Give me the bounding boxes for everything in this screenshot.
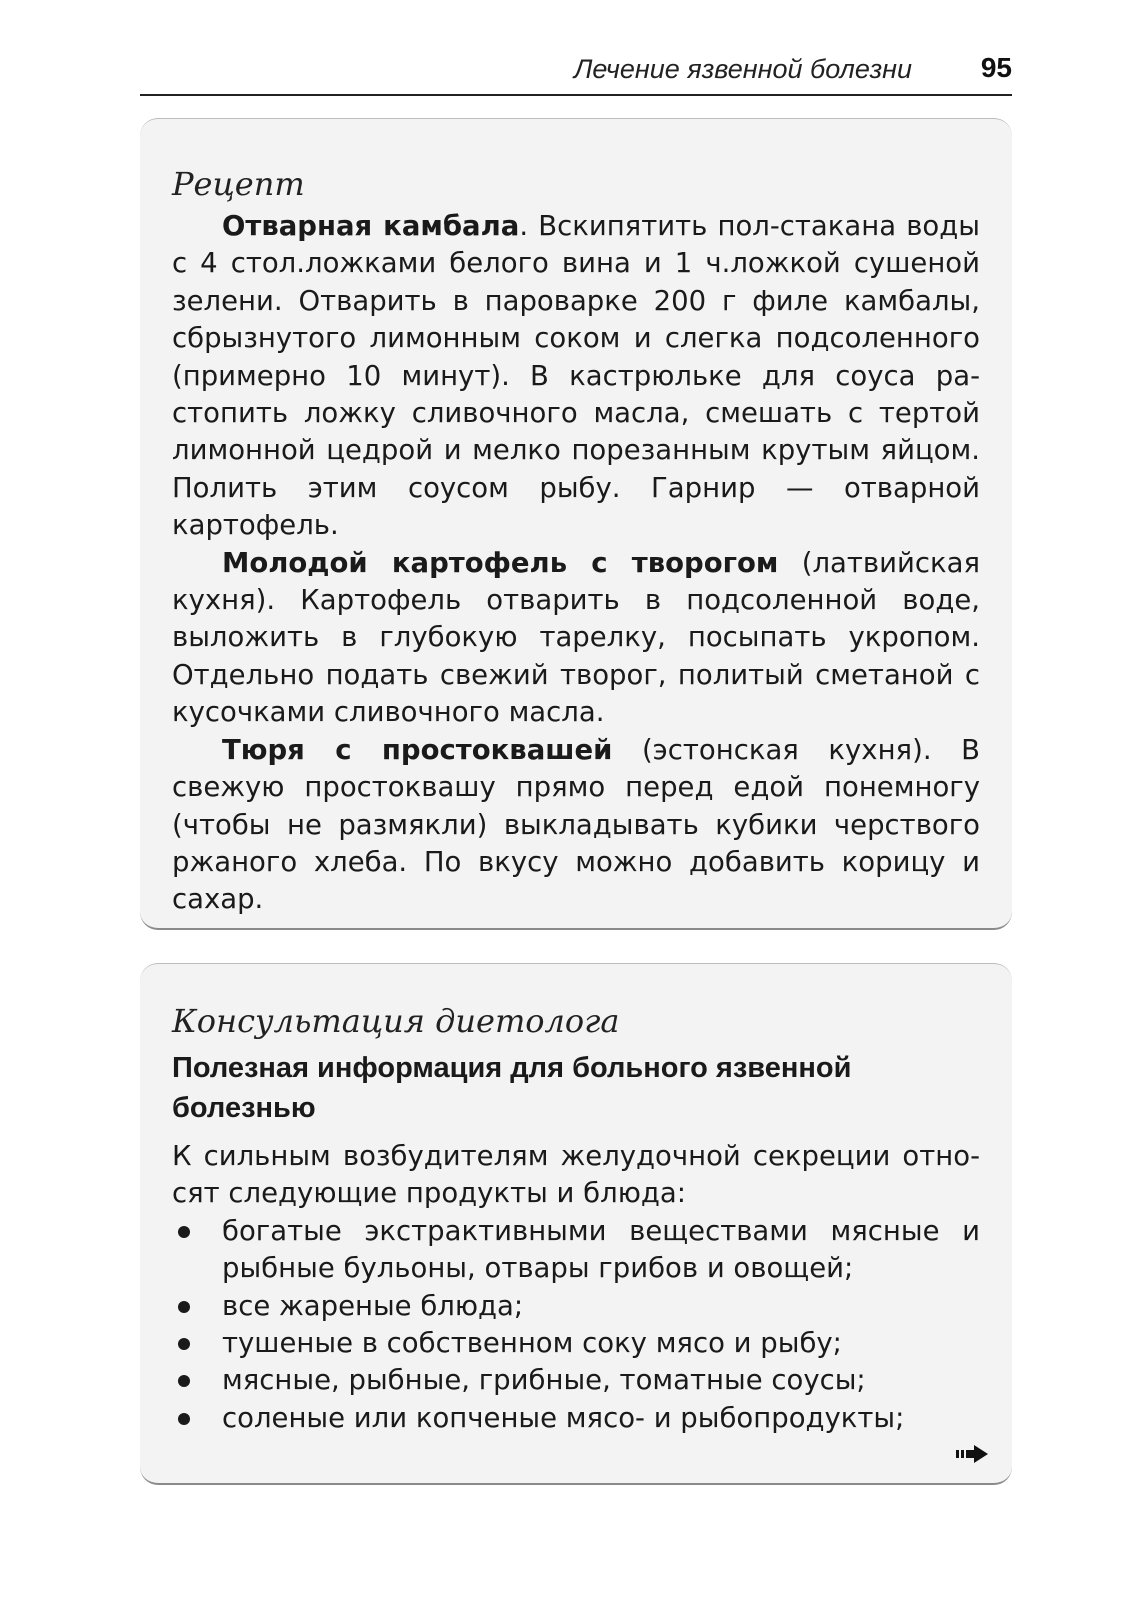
arrow-right-icon xyxy=(956,1445,988,1463)
list-item-text: все жареные блюда; xyxy=(222,1289,524,1322)
list-item xyxy=(172,1362,980,1399)
recipe-body: (латвийская кухня). Картофель отварить в подсоленной воде, выложить в глубокую тарелку, посыпать укропом. Отдельно подать свежий творог, политый сметаной с кусочками сливочного масла. xyxy=(172,546,980,729)
recipe-paragraph xyxy=(172,732,980,919)
list-item-text: соленые или копченые мясо- и рыбопродукты; xyxy=(222,1401,905,1434)
recipe-body: (эстонская кухня). В свежую простоквашу прямо перед едой понемногу (чтобы не размякли) выкладывать кубики черствого ржаного хлеба. По вкусу можно добавить корицу и сахар. xyxy=(172,733,980,916)
recipe-heading: Рецепт xyxy=(172,165,305,203)
bullet-list xyxy=(172,1213,980,1437)
page-number: 95 xyxy=(980,52,1012,83)
recipe-name: Тюря с простоквашей xyxy=(222,733,613,766)
list-item xyxy=(172,1400,980,1437)
list-item xyxy=(172,1288,980,1325)
running-header xyxy=(140,50,1012,96)
recipe-paragraph xyxy=(172,545,980,732)
consult-intro: К сильным возбудителям желудочной секреции относят следующие продукты и блюда: xyxy=(172,1140,980,1210)
list-item xyxy=(172,1213,980,1288)
bullet-icon xyxy=(178,1338,190,1350)
recipe-name: Отварная камбала xyxy=(222,210,520,242)
list-item xyxy=(172,1325,980,1362)
consult-heading: Консультация диетолога xyxy=(172,1002,620,1040)
header-title: Лечение язвенной болезни xyxy=(573,54,912,84)
recipe-paragraph xyxy=(172,208,980,545)
consult-subheading: Полезная информация для больного язвенной болезнью xyxy=(172,1052,852,1124)
consult-box xyxy=(140,963,1012,1485)
consult-text xyxy=(172,1138,980,1437)
list-item-text: тушеные в собственном соку мясо и рыбу; xyxy=(222,1327,842,1360)
recipe-body: . Вскипятить пол-стакана воды с 4 стол.ложками белого вина и 1 ч.ложкой сушеной зелени. Отварить в пароварке 200 г филе камбалы, сбрызнутого лимонным соком и слегка подсоленного (примерно 10 минут). В кастрюльке для соуса растопить ложку сливочного масла, смешать с тертой лимонной цедрой и мелко порезанным крутым яйцом. Полить этим соусом рыбу. Гарнир — отварной картофель. xyxy=(172,210,980,542)
bullet-icon xyxy=(178,1226,190,1238)
recipe-name: Молодой картофель с творогом xyxy=(222,546,779,579)
recipe-box xyxy=(140,118,1012,930)
bullet-icon xyxy=(178,1301,190,1313)
list-item-text: богатые экстрактивными веществами мясные и рыбные бульоны, отвары грибов и овощей; xyxy=(222,1214,980,1285)
list-item-text: мясные, рыбные, грибные, томатные соусы; xyxy=(222,1364,866,1397)
recipe-text xyxy=(172,208,980,919)
bullet-icon xyxy=(178,1413,190,1425)
bullet-icon xyxy=(178,1375,190,1387)
